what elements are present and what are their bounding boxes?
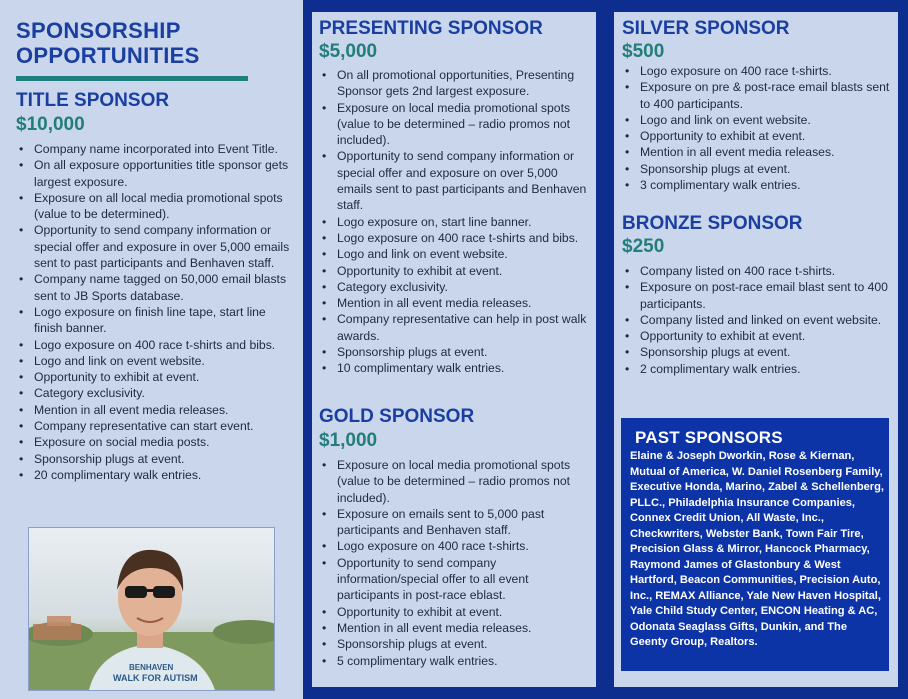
list-item: • 2 complimentary walk entries. <box>623 361 891 377</box>
list-item: • Sponsorship plugs at event. <box>320 344 590 360</box>
list-item: • Logo exposure on finish line tape, start line finish banner. <box>17 304 293 337</box>
presenting-sponsor-heading: PRESENTING SPONSOR <box>319 18 543 39</box>
list-item: • Company listed on 400 race t-shirts. <box>623 263 891 279</box>
list-item: • Opportunity to send company information or special offer and exposure on over 5,000 emails sent to past participants and Benhaven staff. <box>320 148 590 213</box>
list-item: • Opportunity to exhibit at event. <box>623 128 891 144</box>
bronze-sponsor-list <box>623 263 891 377</box>
past-sponsors-text: Elaine & Joseph Dworkin, Rose & Kiernan, Mutual of America, W. Daniel Rosenberg Family, Executive Honda, Marino, Zabel & Schellenberg, PLLC., Philadelphia Insurance Companies, Connex Credit Union, All Waste, Inc., Checkwriters, Webster Bank, Town Fair Tire, Precision Glass & Mirror, Hancock Pharmacy, Raymond James of Glastonbury & West Hartford, Beacon Communities, Precision Auto, Inc., REMAX Alliance, Yale New Haven Hospital, Yale Child Study Center, ENCON Heating & AC, Odonata Seaglass Gifts, Dunkin, and The Geenty Group, Realtors. <box>630 450 884 648</box>
list-item: • Company name tagged on 50,000 email blasts sent to JB Sports database. <box>17 271 293 304</box>
silver-sponsor-price: $500 <box>622 41 665 62</box>
list-item: • Mention in all event media releases. <box>320 620 590 636</box>
shirt-text-line1: BENHAVEN <box>129 663 174 672</box>
list-item: • On all exposure opportunities title sponsor gets largest exposure. <box>17 157 293 190</box>
list-item: • 10 complimentary walk entries. <box>320 360 590 376</box>
list-item: • Exposure on local media promotional spots (value to be determined – radio promos not included). <box>320 100 590 149</box>
list-item: • Exposure on post-race email blast sent to 400 participants. <box>623 279 891 312</box>
shirt-text-line2: WALK FOR AUTISM <box>113 673 198 683</box>
list-item: • Logo exposure on 400 race t-shirts. <box>623 63 891 79</box>
bronze-sponsor-heading: BRONZE SPONSOR <box>622 213 803 234</box>
past-sponsors-box <box>621 418 889 671</box>
list-item: • Company listed and linked on event website. <box>623 312 891 328</box>
gold-sponsor-price: $1,000 <box>319 430 378 451</box>
list-item: • Logo exposure on, start line banner. <box>320 214 590 230</box>
gold-sponsor-heading: GOLD SPONSOR <box>319 406 475 427</box>
silver-sponsor-heading: SILVER SPONSOR <box>622 18 790 39</box>
list-item: • Mention in all event media releases. <box>623 144 891 160</box>
presenting-sponsor-price: $5,000 <box>319 41 378 62</box>
list-item: • Exposure on local media promotional spots (value to be determined – radio promos not included). <box>320 457 590 506</box>
list-item: • Sponsorship plugs at event. <box>623 344 891 360</box>
gold-sponsor-list <box>320 457 590 669</box>
bronze-sponsor-price: $250 <box>622 236 665 257</box>
list-item: • Category exclusivity. <box>320 279 590 295</box>
list-item: • Company name incorporated into Event Title. <box>17 141 293 157</box>
list-item: • Opportunity to send company information/special offer to all event participants in post-race eblast. <box>320 555 590 604</box>
list-item: • Sponsorship plugs at event. <box>320 636 590 652</box>
list-item: • Exposure on emails sent to 5,000 past participants and Benhaven staff. <box>320 506 590 539</box>
list-item: • Mention in all event media releases. <box>17 402 293 418</box>
list-item: • Sponsorship plugs at event. <box>623 161 891 177</box>
title-sponsor-list <box>17 141 293 483</box>
list-item: • Sponsorship plugs at event. <box>17 451 293 467</box>
list-item: • Exposure on all local media promotional spots (value to be determined). <box>17 190 293 223</box>
page-title <box>16 18 200 68</box>
list-item: • Mention in all event media releases. <box>320 295 590 311</box>
walker-photo <box>29 528 274 690</box>
list-item: • Exposure on pre & post-race email blasts sent to 400 participants. <box>623 79 891 112</box>
title-sponsor-price: $10,000 <box>16 114 85 135</box>
list-item: • Opportunity to exhibit at event. <box>623 328 891 344</box>
list-item: • Logo exposure on 400 race t-shirts and bibs. <box>17 337 293 353</box>
presenting-sponsor-list <box>320 67 590 377</box>
list-item: • Company representative can start event. <box>17 418 293 434</box>
list-item: • Company representative can help in post walk awards. <box>320 311 590 344</box>
list-item: • 5 complimentary walk entries. <box>320 653 590 669</box>
list-item: • Opportunity to exhibit at event. <box>17 369 293 385</box>
list-item: • Category exclusivity. <box>17 385 293 401</box>
page-title-line1: SPONSORSHIP <box>16 18 181 43</box>
list-item: • Logo and link on event website. <box>17 353 293 369</box>
list-item: • 3 complimentary walk entries. <box>623 177 891 193</box>
list-item: • Logo and link on event website. <box>623 112 891 128</box>
page-title-line2: OPPORTUNITIES <box>16 43 200 68</box>
list-item: • Logo and link on event website. <box>320 246 590 262</box>
silver-sponsor-list <box>623 63 891 193</box>
list-item: • Logo exposure on 400 race t-shirts and bibs. <box>320 230 590 246</box>
list-item: • Opportunity to send company information or special offer and exposure in over 5,000 emails sent to past participants and Benhaven staff. <box>17 222 293 271</box>
event-photo <box>28 527 275 691</box>
list-item: • Exposure on social media posts. <box>17 434 293 450</box>
title-underline <box>16 76 248 81</box>
list-item: • Opportunity to exhibit at event. <box>320 604 590 620</box>
list-item: • Logo exposure on 400 race t-shirts. <box>320 538 590 554</box>
title-sponsor-heading: TITLE SPONSOR <box>16 90 170 111</box>
past-sponsors-heading: PAST SPONSORS <box>635 428 783 447</box>
list-item: • On all promotional opportunities, Presenting Sponsor gets 2nd largest exposure. <box>320 67 590 100</box>
list-item: • 20 complimentary walk entries. <box>17 467 293 483</box>
list-item: • Opportunity to exhibit at event. <box>320 263 590 279</box>
